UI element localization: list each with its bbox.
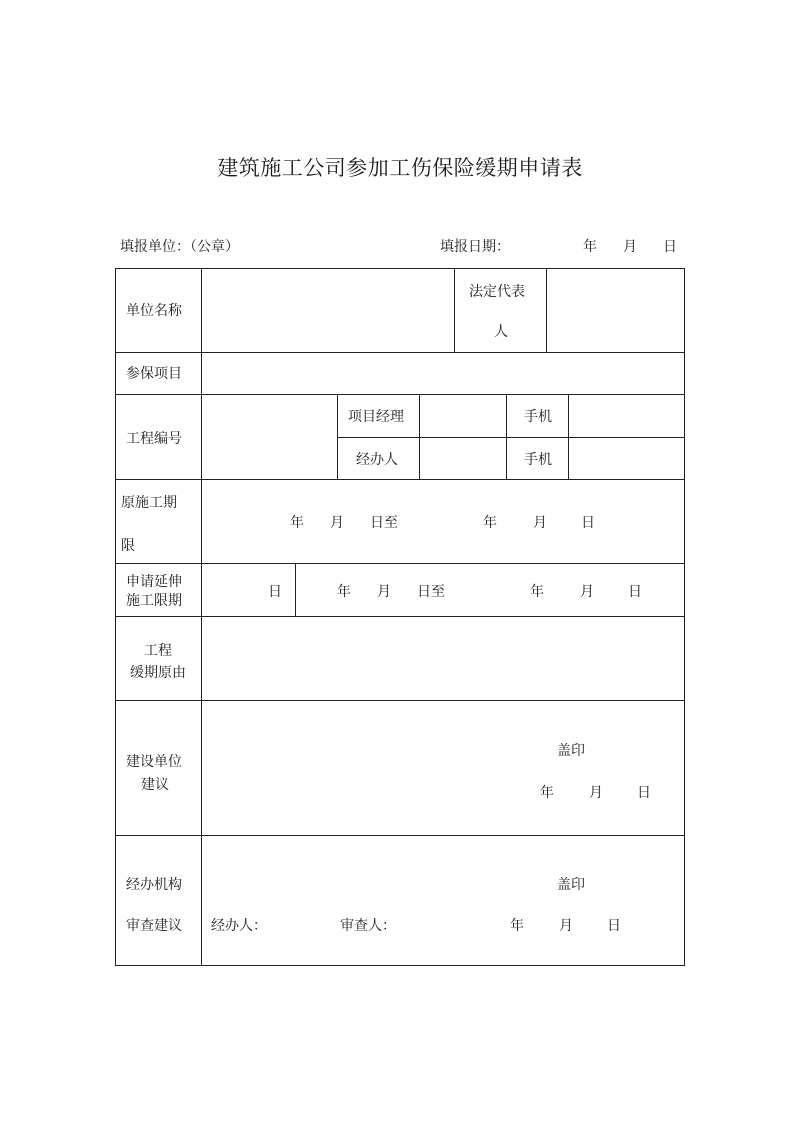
legal-rep-label-line2: 人 bbox=[494, 324, 508, 340]
fill-date-label: 填报日期： bbox=[440, 239, 510, 255]
ext-period-label-line1: 申请延伸 bbox=[126, 574, 182, 590]
orig-day-to: 日至 bbox=[370, 515, 398, 531]
agency-month: 月 bbox=[559, 918, 573, 934]
table-line bbox=[201, 268, 202, 966]
reason-label-line2: 缓期原由 bbox=[130, 665, 186, 681]
builder-day: 日 bbox=[637, 785, 651, 801]
table-line bbox=[546, 268, 547, 352]
page-title: 建筑施工公司参加工伤保险缓期申请表 bbox=[217, 156, 583, 180]
ext-period-label-line2: 施工限期 bbox=[126, 593, 182, 609]
fill-date-day: 日 bbox=[663, 239, 677, 255]
phone-label-1: 手机 bbox=[524, 409, 552, 425]
builder-label-line1: 建设单位 bbox=[126, 754, 182, 770]
project-manager-label: 项目经理 bbox=[348, 409, 404, 425]
handler-label: 经办人 bbox=[356, 452, 398, 468]
insured-project-label: 参保项目 bbox=[126, 366, 182, 382]
table-line bbox=[295, 563, 296, 616]
builder-label-line2: 建议 bbox=[141, 777, 169, 793]
orig-period-label-line1: 原施工期 bbox=[121, 495, 177, 511]
agency-label-line2: 审查建议 bbox=[126, 918, 182, 934]
table-line bbox=[337, 437, 685, 438]
ext-day-2: 日 bbox=[628, 584, 642, 600]
ext-day-to: 日至 bbox=[417, 584, 445, 600]
fill-date-month: 月 bbox=[623, 239, 637, 255]
builder-month: 月 bbox=[589, 785, 603, 801]
ext-day-only: 日 bbox=[268, 584, 282, 600]
table-line bbox=[454, 268, 455, 352]
fill-unit-label: 填报单位：（公章） bbox=[120, 239, 239, 255]
agency-reviewer-label: 审查人： bbox=[340, 918, 396, 934]
orig-day-2: 日 bbox=[581, 515, 595, 531]
agency-handler-label: 经办人： bbox=[211, 918, 267, 934]
agency-day: 日 bbox=[607, 918, 621, 934]
agency-seal: 盖印 bbox=[557, 877, 585, 893]
reason-label-line1: 工程 bbox=[144, 643, 172, 659]
fill-date-year: 年 bbox=[583, 239, 597, 255]
table-line bbox=[419, 394, 420, 479]
table-line bbox=[506, 394, 507, 479]
table-line bbox=[684, 268, 685, 966]
builder-year: 年 bbox=[540, 785, 554, 801]
ext-month-1: 月 bbox=[377, 584, 391, 600]
table-line bbox=[568, 394, 569, 479]
orig-year-2: 年 bbox=[483, 515, 497, 531]
unit-name-label: 单位名称 bbox=[126, 303, 182, 319]
orig-month-2: 月 bbox=[533, 515, 547, 531]
orig-period-label-line2: 限 bbox=[121, 538, 135, 554]
agency-year: 年 bbox=[510, 918, 524, 934]
ext-year-2: 年 bbox=[530, 584, 544, 600]
agency-label-line1: 经办机构 bbox=[126, 877, 182, 893]
orig-month-1: 月 bbox=[330, 515, 344, 531]
builder-seal: 盖印 bbox=[557, 743, 585, 759]
ext-year-1: 年 bbox=[337, 584, 351, 600]
legal-rep-label-line1: 法定代表 bbox=[469, 284, 525, 300]
project-no-label: 工程编号 bbox=[126, 431, 182, 447]
phone-label-2: 手机 bbox=[524, 452, 552, 468]
table-line bbox=[337, 394, 338, 479]
ext-month-2: 月 bbox=[580, 584, 594, 600]
table-line bbox=[115, 268, 116, 966]
orig-year-1: 年 bbox=[290, 515, 304, 531]
